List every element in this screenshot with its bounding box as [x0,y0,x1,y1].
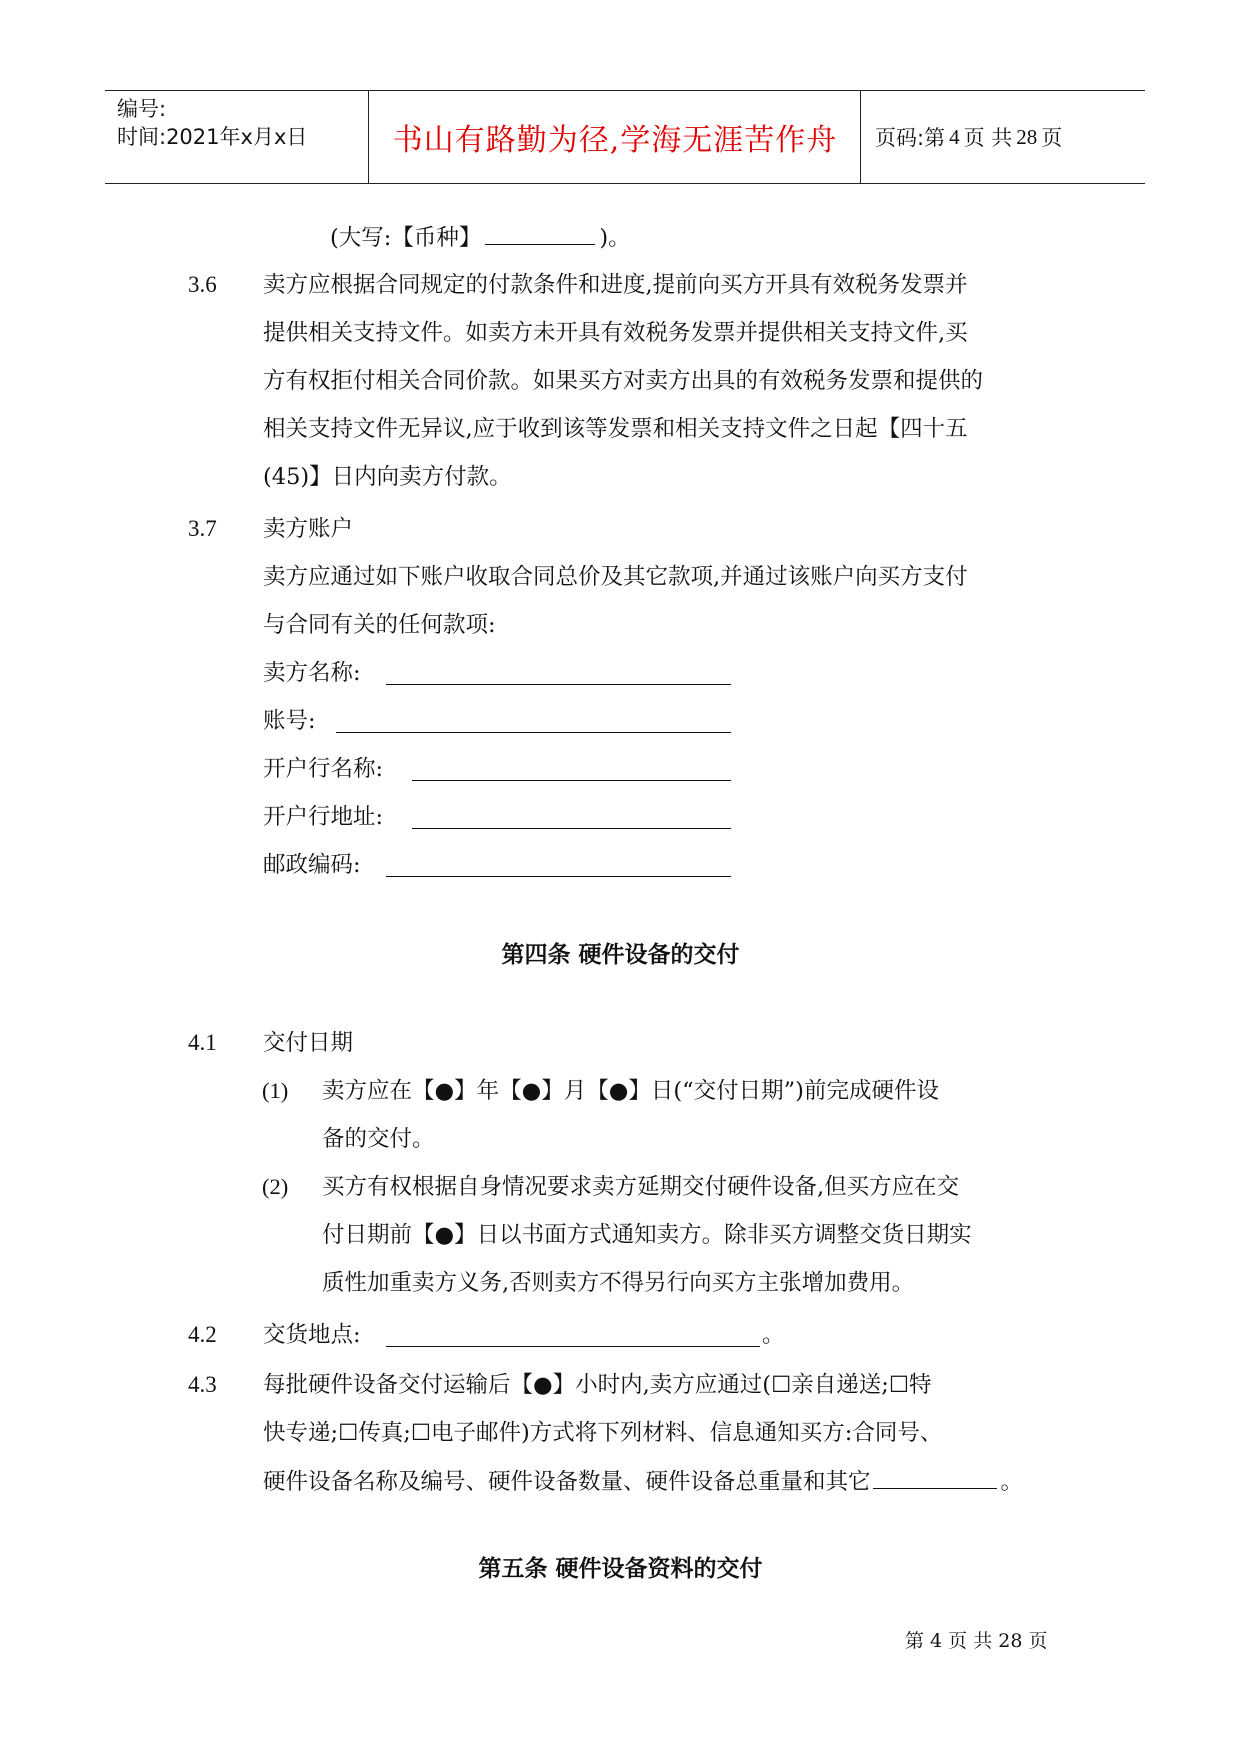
page-total: 28 [1016,124,1038,149]
seller-name-blank [386,684,731,685]
header-divider-right [860,91,861,183]
header-left [117,95,307,151]
page-header [105,90,1145,184]
clause-4-3-line-2: 快专递;☐传真;☐电子邮件)方式将下列材料、信息通知买方:合同号、 [263,1420,943,1446]
account-number-blank [336,732,731,733]
clause-4-1-2-line-2: 付日期前【●】日以书面方式通知卖方。除非买方调整交货日期实 [322,1222,972,1248]
page-suffix: 页 [1041,126,1063,150]
bank-name-blank [412,780,731,781]
clause-4-1-2-line-1: 买方有权根据自身情况要求卖方延期交付硬件设备,但买方应在交 [322,1174,960,1200]
clause-4-1-2-number: (2) [262,1174,289,1199]
clause-3-6-number: 3.6 [188,272,217,297]
clause-4-1-1-line-1: 卖方应在【●】年【●】月【●】日(“交付日期”)前完成硬件设 [322,1078,939,1104]
delivery-place-label: 交货地点: [263,1322,361,1348]
page-number: 4 [949,124,960,149]
clause-3-7-line-2: 与合同有关的任何款项: [263,612,496,638]
currency-line [330,222,631,253]
document-time: 时间:2021年x月x日 [117,125,308,149]
clause-3-6-line-5: (45)】日内向卖方付款。 [263,464,512,490]
clause-4-1-title: 交付日期 [263,1030,354,1056]
page-prefix: 页码:第 [875,126,946,150]
bank-address-label: 开户行地址: [263,804,384,830]
postcode-blank [386,876,731,877]
clause-4-1-1-line-2: 备的交付。 [322,1126,435,1152]
seller-name-label: 卖方名称: [263,660,361,686]
bank-address-blank [412,828,731,829]
postcode-label: 邮政编码: [263,852,361,878]
clause-4-3-line-3 [263,1466,1023,1497]
clause-4-1-2-line-3: 质性加重卖方义务,否则卖方不得另行向买方主张增加费用。 [322,1270,915,1296]
clause-3-6-line-2: 提供相关支持文件。如卖方未开具有效税务发票并提供相关支持文件,买 [263,320,968,346]
clause-4-3-blank [873,1466,997,1489]
article-4-heading: 第四条 硬件设备的交付 [501,941,740,968]
clause-4-2-number: 4.2 [188,1322,217,1347]
clause-3-7-number: 3.7 [188,516,217,541]
clause-4-1-number: 4.1 [188,1030,217,1055]
header-page-info [875,91,1062,183]
clause-3-7-title: 卖方账户 [263,516,354,542]
currency-line-end: )。 [599,225,631,251]
clause-3-7-line-1: 卖方应通过如下账户收取合同总价及其它款项,并通过该账户向买方支付 [263,564,968,590]
header-divider-left [368,91,369,183]
bank-name-label: 开户行名称: [263,756,384,782]
document-number-label: 编号: [117,97,167,121]
page-mid: 页 共 [963,126,1013,150]
clause-3-6-line-3: 方有权拒付相关合同价款。如果买方对卖方出具的有效税务发票和提供的 [263,368,984,394]
clause-3-6-line-1: 卖方应根据合同规定的付款条件和进度,提前向买方开具有效税务发票并 [263,272,968,298]
article-5-heading: 第五条 硬件设备资料的交付 [478,1555,763,1582]
clause-4-1-1-number: (1) [262,1078,289,1103]
currency-blank [485,222,595,245]
clause-4-3-number: 4.3 [188,1372,217,1397]
delivery-place-blank [386,1346,760,1347]
clause-3-6-line-4: 相关支持文件无异议,应于收到该等发票和相关支持文件之日起【四十五 [263,416,968,442]
delivery-place-end: 。 [762,1322,785,1348]
clause-4-3-line-3-text: 硬件设备名称及编号、硬件设备数量、硬件设备总重量和其它 [263,1469,871,1495]
clause-4-3-line-1: 每批硬件设备交付运输后【●】小时内,卖方应通过(☐亲自递送;☐特 [263,1372,932,1398]
header-motto: 书山有路勤为径,学海无涯苦作舟 [392,123,838,158]
account-number-label: 账号: [263,708,316,734]
currency-line-start: (大写:【币种】 [330,225,482,251]
page-footer: 第 4 页 共 28 页 [905,1630,1048,1652]
clause-4-3-end: 。 [1000,1469,1024,1495]
